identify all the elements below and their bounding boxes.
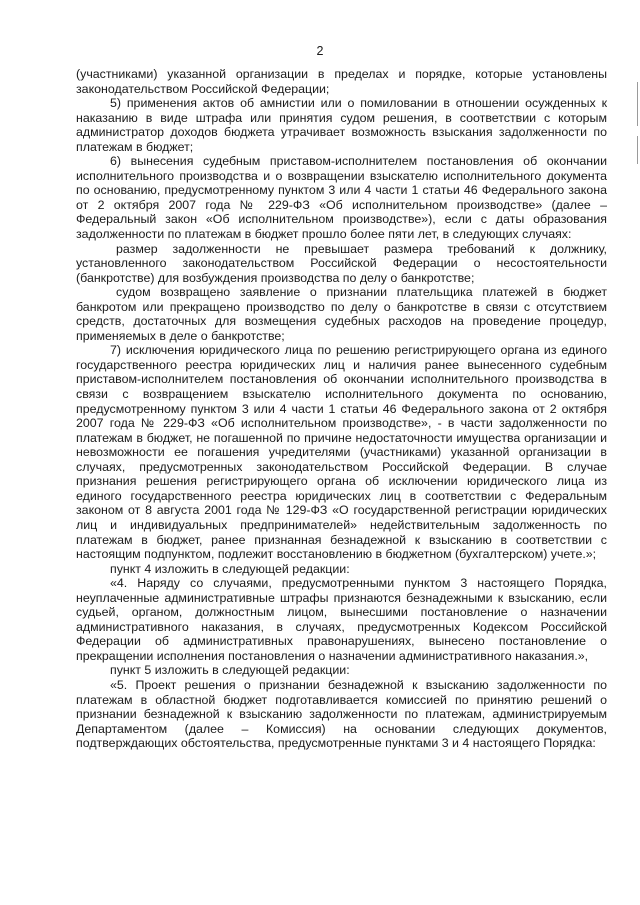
paragraph-item-5: 5) применения актов об амнистии или о помиловании в отношении осужденных к наказанию в виде штрафа или принятия судом решения, в соответствии с которым администратор доходов бюджета утрачивает возможность взыскания задолженности по платежам в бюджет; [76, 96, 607, 154]
paragraph-item-7: 7) исключения юридического лица по решению регистрирующего органа из единого государственного реестра юридических лиц и наличия ранее вынесенного судебным приставом-исполнителем постановления об окончании исполнительного производства в связи с возвращением взыскателю исполнительного документа по основанию, предусмотренному пунктом 3 или 4 части 1 статьи 46 Федерального закона от 2 октября 2007 года № 229-ФЗ «Об исполнительном производстве», - в части задолженности по платежам в бюджет, не погашенной по причине недостаточности имущества организации и невозможности ее погашения учредителями (участниками) указанной организации в случаях, предусмотренных законодательством Российской Федерации. В случае признания решения регистрирующего органа об исключении юридического лица из единого государственного реестра юридических лиц в соответствии с Федеральным законом от 8 августа 2001 года № 129-ФЗ «О государственной регистрации юридических лиц и индивидуальных предпринимателей» недействительным задолженность по платежам в бюджет, ранее признанная безнадежной к взысканию в соответствии с настоящим подпунктом, подлежит восстановлению в бюджетном (бухгалтерском) учете.»; [76, 343, 607, 562]
scan-edge-mark [637, 136, 638, 164]
paragraph-continuation: (участниками) указанной организации в пределах и порядке, которые установлены законодательством Российской Федерации; [76, 67, 607, 96]
paragraph-point-4-text: «4. Наряду со случаями, предусмотренными пунктом 3 настоящего Порядка, неуплаченные административные штрафы признаются безнадежными к взысканию, если судьей, органом, должностным лицом, вынесшими постановление о назначении административного наказания, в случаях, предусмотренных Кодексом Российской Федерации об административных правонарушениях, вынесено постановление о прекращении исполнения постановления о назначении административного наказания.», [76, 576, 607, 663]
paragraph-case-court-return: судом возвращено заявление о признании плательщика платежей в бюджет банкротом или прекращено производство по делу о банкротстве в связи с отсутствием средств, достаточных для возмещения судебных расходов на проведение процедур, применяемых в деле о банкротстве; [76, 285, 607, 343]
document-body [76, 67, 607, 751]
scan-edge-mark [637, 82, 638, 126]
paragraph-amend-point-5: пункт 5 изложить в следующей редакции: [110, 663, 350, 678]
paragraph-case-debt-size: размер задолженности не превышает размера требований к должнику, установленного законодательством Российской Федерации о несостоятельности (банкротстве) для возбуждения производства по делу о банкротстве; [76, 241, 607, 285]
page-number: 2 [316, 44, 324, 58]
paragraph-amend-point-4: пункт 4 изложить в следующей редакции: [110, 561, 350, 576]
paragraph-point-5-text: «5. Проект решения о признании безнадежной к взысканию задолженности по платежам в областной бюджет подготавливается комиссией по принятию решений о признании безнадежной к взысканию задолженности по платежам, администрируемым Департаментом (далее – Комиссия) на основании следующих документов, подтверждающих обстоятельства, предусмотренные пунктами 3 и 4 настоящего Порядка: [76, 677, 607, 751]
paragraph-item-6: 6) вынесения судебным приставом-исполнителем постановления об окончании исполнительного производства и о возвращении взыскателю исполнительного документа по основанию, предусмотренному пунктом 3 или 4 части 1 статьи 46 Федерального закона от 2 октября 2007 года № 229-ФЗ «Об исполнительном производстве» (далее – Федеральный закон «Об исполнительном производстве»), если с даты образования задолженности по платежам в бюджет прошло более пяти лет, в следующих случаях: [76, 154, 607, 242]
